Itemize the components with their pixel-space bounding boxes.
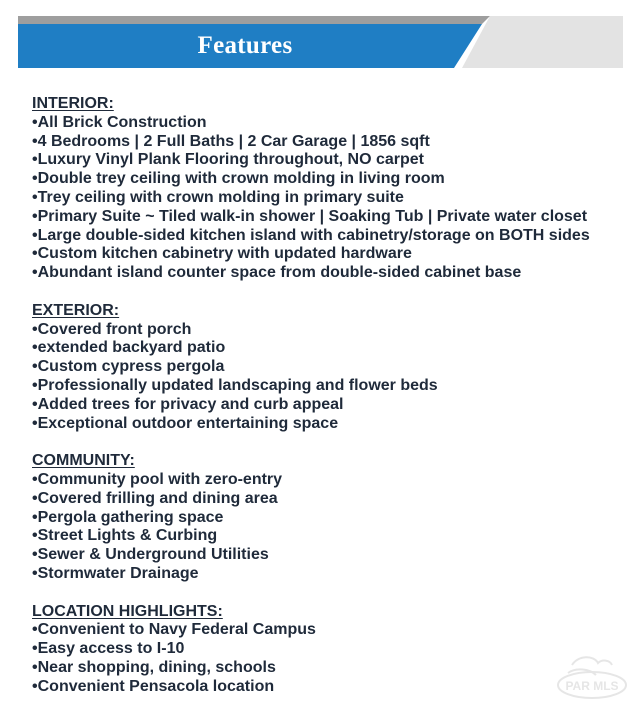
feature-item-text: Luxury Vinyl Plank Flooring throughout, NO carpet (37, 151, 425, 169)
bullet-icon: • (32, 376, 38, 394)
bullet-icon: • (32, 151, 38, 169)
bullet-icon: • (32, 677, 38, 695)
feature-item-text: Covered front porch (37, 320, 192, 338)
bullet-icon: • (32, 546, 38, 564)
feature-item-text: Convenient Pensacola location (37, 677, 275, 695)
bullet-icon: • (32, 226, 38, 244)
feature-item-text: extended backyard patio (37, 339, 226, 357)
feature-item-text: Stormwater Drainage (37, 564, 199, 582)
logo-text: PAR MLS (565, 679, 619, 693)
feature-item (32, 170, 632, 189)
feature-item (32, 377, 632, 396)
bullet-icon: • (32, 640, 38, 658)
feature-item (32, 208, 632, 227)
feature-list (32, 114, 632, 283)
feature-item-text: Abundant island counter space from double-sided cabinet base (37, 264, 522, 282)
feature-item-text: Sewer & Underground Utilities (37, 546, 269, 564)
feature-item-text: Near shopping, dining, schools (37, 658, 276, 676)
bullet-icon: • (32, 320, 38, 338)
feature-item (32, 527, 632, 546)
feature-item (32, 565, 632, 584)
bullet-icon: • (32, 358, 38, 376)
feature-item (32, 621, 632, 640)
bullet-icon: • (32, 113, 38, 131)
bullet-icon: • (32, 414, 38, 432)
feature-item-text: Covered frilling and dining area (37, 489, 278, 507)
feature-item-text: Primary Suite ~ Tiled walk-in shower | Soaking Tub | Private water closet (37, 207, 588, 225)
feature-item (32, 358, 632, 377)
feature-item-text: Professionally updated landscaping and flower beds (37, 376, 438, 394)
section-heading: COMMUNITY: (32, 452, 135, 470)
bullet-icon: • (32, 621, 38, 639)
feature-item-text: Added trees for privacy and curb appeal (37, 395, 344, 413)
feature-list (32, 621, 632, 696)
feature-item (32, 490, 632, 509)
feature-item (32, 640, 632, 659)
bullet-icon: • (32, 564, 38, 582)
bullet-icon: • (32, 489, 38, 507)
bullet-icon: • (32, 395, 38, 413)
features-content (32, 95, 632, 715)
section-heading: LOCATION HIGHLIGHTS: (32, 602, 223, 620)
feature-item (32, 227, 632, 246)
bullet-icon: • (32, 207, 38, 225)
feature-item-text: Large double-sided kitchen island with cabinetry/storage on BOTH sides (37, 226, 590, 244)
banner-title: Features (197, 32, 293, 59)
feature-item (32, 415, 632, 434)
bullet-icon: • (32, 170, 38, 188)
section-heading: EXTERIOR: (32, 301, 120, 319)
feature-item (32, 509, 632, 528)
feature-item (32, 264, 632, 283)
feature-item (32, 471, 632, 490)
feature-item (32, 189, 632, 208)
feature-item (32, 546, 632, 565)
bullet-icon: • (32, 658, 38, 676)
feature-item (32, 133, 632, 152)
feature-item-text: Convenient to Navy Federal Campus (37, 621, 316, 639)
bullet-icon: • (32, 339, 38, 357)
bullet-icon: • (32, 188, 38, 206)
feature-item (32, 114, 632, 133)
bullet-icon: • (32, 527, 38, 545)
feature-item (32, 678, 632, 697)
features-section (32, 452, 632, 584)
feature-list (32, 471, 632, 584)
feature-item (32, 396, 632, 415)
feature-item (32, 659, 632, 678)
feature-item (32, 339, 632, 358)
feature-item-text: Pergola gathering space (37, 508, 224, 526)
section-heading: INTERIOR: (32, 95, 114, 112)
feature-item-text: Double trey ceiling with crown molding in living room (37, 170, 445, 188)
bullet-icon: • (32, 264, 38, 282)
feature-item-text: Trey ceiling with crown molding in primary suite (37, 188, 404, 206)
feature-item (32, 321, 632, 340)
feature-list (32, 321, 632, 434)
feature-item-text: All Brick Construction (37, 113, 207, 131)
feature-item-text: Custom cypress pergola (37, 358, 225, 376)
bullet-icon: • (32, 508, 38, 526)
pelican-logo-icon (550, 651, 634, 701)
features-banner (0, 0, 640, 90)
feature-item-text: Exceptional outdoor entertaining space (37, 414, 339, 432)
feature-item-text: Custom kitchen cabinetry with updated hardware (37, 245, 412, 263)
bullet-icon: • (32, 245, 38, 263)
features-section (32, 603, 632, 697)
feature-item-text: 4 Bedrooms | 2 Full Baths | 2 Car Garage | 1856 sqft (37, 132, 430, 150)
feature-item-text: Community pool with zero-entry (37, 470, 283, 488)
feature-item (32, 245, 632, 264)
features-section (32, 302, 632, 434)
bullet-icon: • (32, 470, 38, 488)
features-section (32, 95, 632, 283)
feature-item (32, 151, 632, 170)
feature-item-text: Easy access to I-10 (37, 640, 185, 658)
bullet-icon: • (32, 132, 38, 150)
feature-item-text: Street Lights & Curbing (37, 527, 218, 545)
